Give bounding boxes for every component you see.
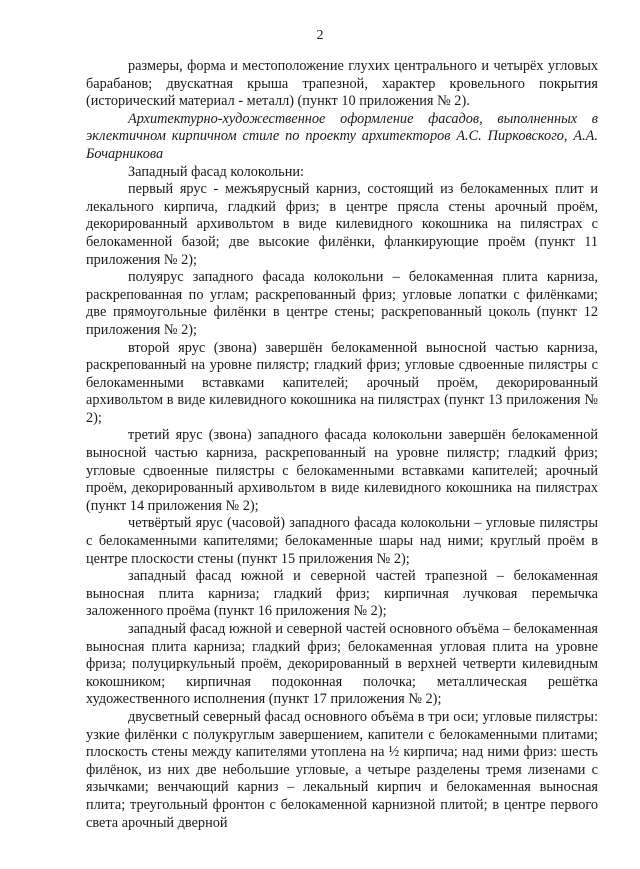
paragraph-first-tier: первый ярус - межъярусный карниз, состоящий из белокаменных плит и лекального кирпича, гладкий фриз; в центре прясла стены арочный проём, декорированный архивольтом в виде килевидного кокошника на пилястрах с белокаменной базой; две высокие филёнки, фланкирующие проём (пункт 11 приложения № 2); [86,181,598,268]
section-heading-facades: Архитектурно-художественное оформление фасадов, выполненных в эклектичном кирпичном стиле по проекту архитекторов А.С. Пирковского, А.А. Бочарникова [86,110,598,162]
paragraph-second-tier: второй ярус (звона) завершён белокаменной выносной частью карниза, раскрепованный на уровне пилястр; гладкий фриз; угловые сдвоенные пилястры с белокаменными вставками капителей; арочный проём, декорированный архивольтом в виде килевидного кокошника на пилястрах (пункт 13 приложения № 2); [86,339,598,426]
paragraph-third-tier: третий ярус (звона) западного фасада колокольни завершён белокаменной выносной частью карниза, раскрепованный на уровне пилястр; гладкий фриз; угловые сдвоенные пилястры с белокаменными вставками капителей; арочный проём, декорированный архивольтом в виде килевидного кокошника на пилястрах (пункт 14 приложения № 2); [86,427,598,514]
paragraph-roof-description: размеры, форма и местоположение глухих центрального и четырёх угловых барабанов; двускатная крыша трапезной, характер кровельного покрытия (исторический материал - металл) (пункт 10 приложения № 2). [86,58,598,110]
paragraph-main-volume-west-facade: западный фасад южной и северной частей основного объёма – белокаменная выносная плита карниза; гладкий фриз; белокаменная угловая плита на уровне фриза; полуциркульный проём, декорированный в верхней четверти килевидным кокошником; кирпичная подоконная полочка; металлическая решётка художественного исполнения (пункт 17 приложения № 2); [86,621,598,708]
paragraph-fourth-tier: четвёртый ярус (часовой) западного фасада колокольни – угловые пилястры с белокаменными капителями; белокаменные шары над ними; круглый проём в центре плоскости стены (пункт 15 приложения № 2); [86,515,598,567]
paragraph-half-tier: полуярус западного фасада колокольни – белокаменная плита карниза, раскрепованная по углам; раскрепованный фриз; угловые лопатки с филёнками; две прямоугольные филёнки в центре стены; раскрепованный цоколь (пункт 12 приложения № 2); [86,269,598,338]
subheading-west-facade-belltower: Западный фасад колокольни: [128,163,304,180]
page-number: 2 [316,28,324,43]
paragraph-refectory-west-facade: западный фасад южной и северной частей трапезной – белокаменная выносная плита карниза; гладкий фриз; кирпичная лучковая перемычка заложенного проёма (пункт 16 приложения № 2); [86,568,598,620]
paragraph-north-facade: двусветный северный фасад основного объёма в три оси; угловые пилястры: узкие филёнки с полукруглым завершением, капители с белокаменными плитами; плоскость стены между капителями утоплена на ½ кирпича; над ними фриз: шесть филёнок, из них две небольшие угловые, а четыре разделены тремя лизенами с язычками; венчающий карниз – лекальный кирпич и белокаменная выносная плита; треугольный фронтон с белокаменной карнизной плитой; в центре первого света арочный дверной [86,708,598,831]
document-body [86,58,598,832]
